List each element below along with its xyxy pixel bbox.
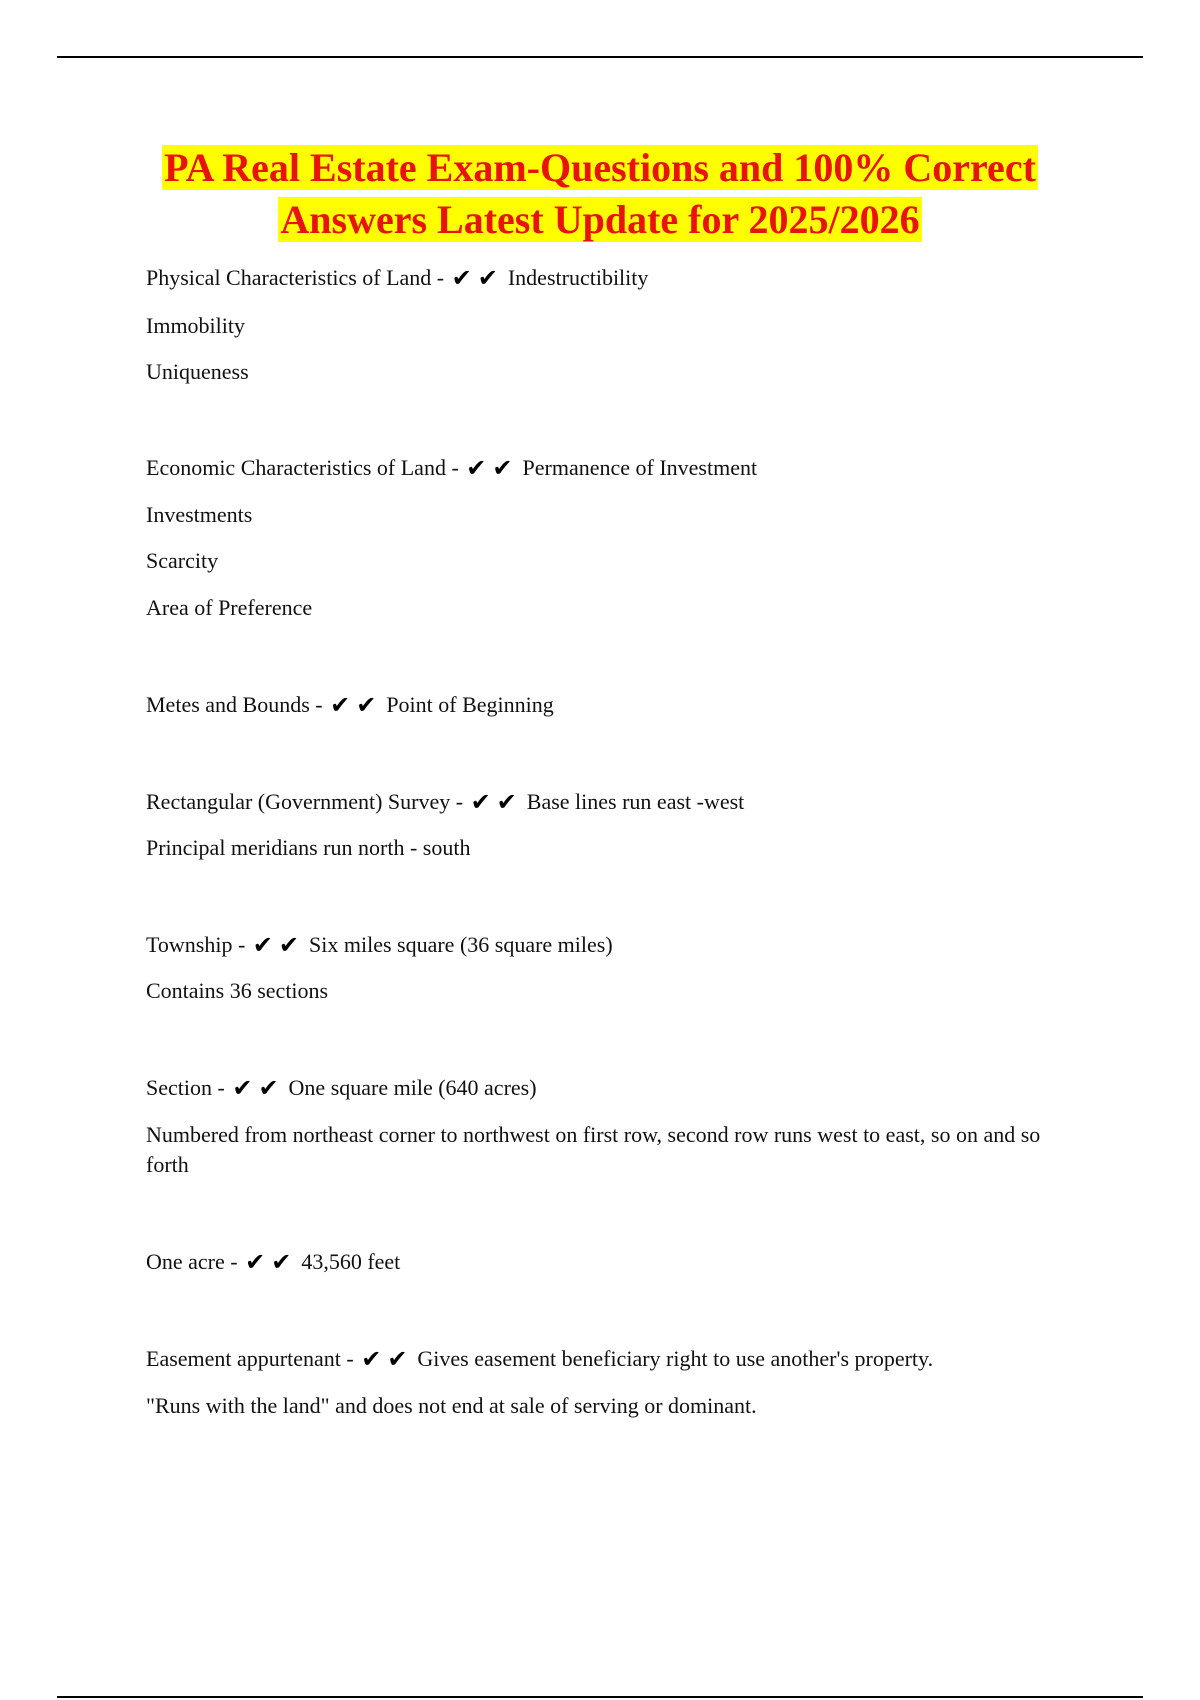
entry-township [146,930,613,960]
answer-line: Uniqueness [146,359,249,384]
check-icon: ✔ [387,1345,408,1373]
term: Physical Characteristics of Land - [146,265,445,290]
answer: Base lines run east -west [526,789,745,814]
term: Easement appurtenant - [146,1346,354,1371]
answer: Gives easement beneficiary right to use another's property. [417,1346,934,1371]
check-icon: ✔ [258,1074,279,1102]
answer-line: Immobility [146,313,245,338]
term: Economic Characteristics of Land - [146,455,459,480]
answer: Six miles square (36 square miles) [309,932,613,957]
entry-one-acre [146,1247,400,1277]
entry-section [146,1073,537,1103]
document-title [120,142,1080,246]
check-icon: ✔ [278,931,300,959]
term: Section - [146,1075,225,1100]
check-icon: ✔ [271,1248,292,1276]
answer: One square mile (640 acres) [288,1075,537,1100]
check-icon: ✔ [232,1074,253,1102]
check-icon: ✔ [356,691,377,719]
answer: Point of Beginning [386,692,554,717]
answer-line: Scarcity [146,548,219,573]
check-icon: ✔ [466,454,487,482]
title-line-1: PA Real Estate Exam-Questions and 100% Correct [164,145,1036,190]
term: Township - [146,932,246,957]
check-icon: ✔ [252,931,273,959]
check-icon: ✔ [470,788,491,816]
entry-economic-characteristics [146,453,757,483]
answer: 43,560 feet [301,1249,401,1274]
check-icon: ✔ [245,1248,266,1276]
entry-easement-appurtenant [146,1344,933,1374]
title-line-2: Answers Latest Update for 2025/2026 [280,197,920,242]
term: Metes and Bounds - [146,692,323,717]
answer-line: Numbered from northeast corner to northwest on first row, second row runs west to east, so on and so forth [146,1122,1041,1177]
check-icon: ✔ [361,1345,382,1373]
answer-line: "Runs with the land" and does not end at sale of serving or dominant. [146,1393,757,1418]
answer-line: Area of Preference [146,595,313,620]
answer: Indestructibility [507,265,649,290]
entry-metes-and-bounds [146,690,554,720]
check-icon: ✔ [496,788,517,816]
answer: Permanence of Investment [522,455,758,480]
term: One acre - [146,1249,238,1274]
check-icon: ✔ [451,264,472,292]
entry-rectangular-survey [146,787,744,817]
check-icon: ✔ [492,454,513,482]
answer-line: Contains 36 sections [146,978,329,1003]
answer-line: Investments [146,502,253,527]
top-rule [57,56,1143,58]
bottom-rule [57,1696,1143,1698]
term: Rectangular (Government) Survey - [146,789,464,814]
entry-physical-characteristics [146,263,648,293]
check-icon: ✔ [477,264,498,292]
answer-line: Principal meridians run north - south [146,835,471,860]
check-icon: ✔ [330,691,351,719]
